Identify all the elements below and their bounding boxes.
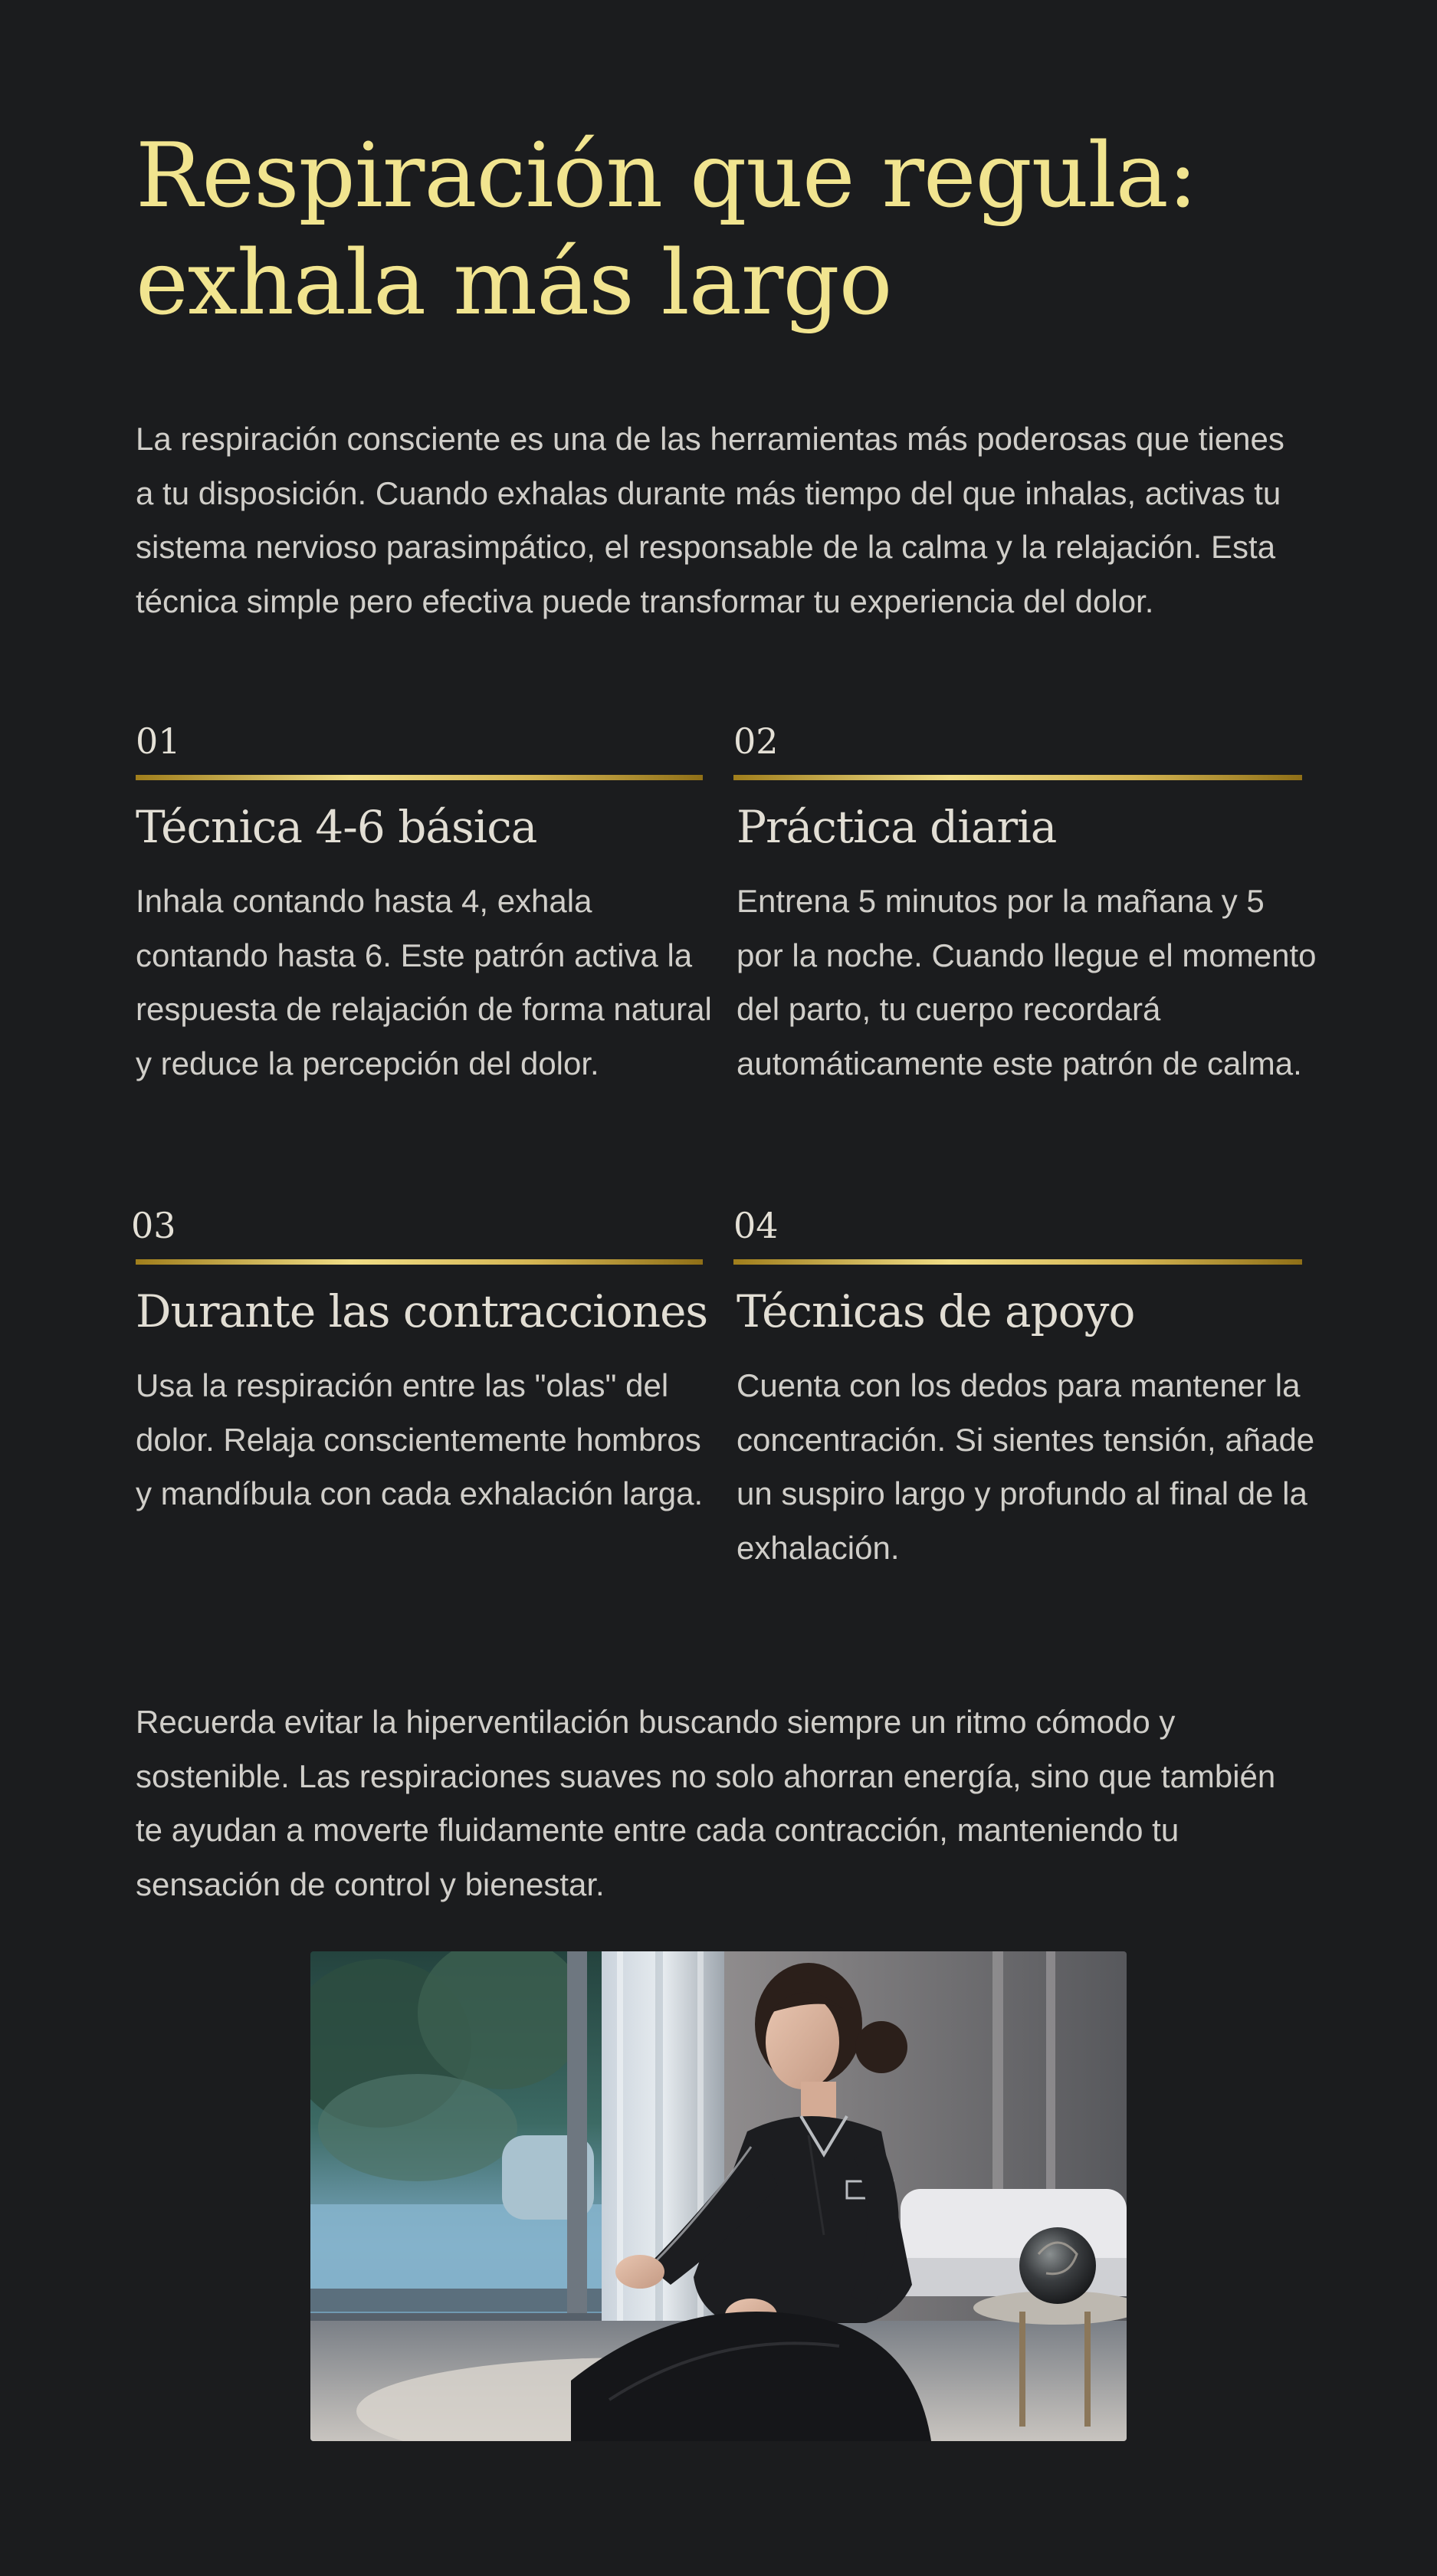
step-number: 03: [131, 1205, 176, 1246]
step-body: Entrena 5 minutos por la mañana y 5 por la noche. Cuando llegue el momento del parto, tu cuerpo recordará automáticamente este patrón de calma.: [737, 883, 1317, 1081]
step-title: Práctica diaria: [737, 801, 1057, 853]
title-line-1: Respiración que regula:: [136, 124, 1197, 228]
title-line-2: exhala más largo: [136, 231, 892, 335]
gold-divider: [733, 1259, 1302, 1265]
step-title: Técnicas de apoyo: [737, 1285, 1135, 1337]
step-title: Técnica 4-6 básica: [136, 801, 537, 853]
step-number: 01: [136, 720, 181, 762]
intro-paragraph: La respiración consciente es una de las herramientas más poderosas que tienes a tu disposición. Cuando exhalas durante más tiempo del que inhalas, activas tu sistema nervioso parasimpático, el responsable de la calma y la relajación. Esta técnica simple pero efectiva puede transformar tu experiencia del dolor.: [136, 421, 1284, 619]
step-body: Cuenta con los dedos para mantener la concentración. Si sientes tensión, añade un suspiro largo y profundo al final de la exhalación.: [737, 1367, 1315, 1566]
gold-divider: [733, 775, 1302, 780]
step-body: Usa la respiración entre las "olas" del dolor. Relaja conscientemente hombros y mandíbula con cada exhalación larga.: [136, 1367, 704, 1511]
outro-paragraph: Recuerda evitar la hiperventilación buscando siempre un ritmo cómodo y sostenible. Las respiraciones suaves no solo ahorran energía, sino que también te ayudan a moverte fluidamente entre cada contracción, manteniendo tu sensación de control y bienestar.: [136, 1704, 1276, 1902]
step-number: 02: [733, 720, 779, 762]
gold-divider: [136, 775, 703, 780]
gold-divider: [136, 1259, 703, 1265]
step-body: Inhala contando hasta 4, exhala contando hasta 6. Este patrón activa la respuesta de relajación de forma natural y reduce la percepción del dolor.: [136, 883, 712, 1081]
step-number: 04: [733, 1205, 779, 1246]
meditation-photo: [310, 1951, 1127, 2441]
step-title: Durante las contracciones: [136, 1285, 708, 1337]
page-title: [136, 123, 1301, 337]
